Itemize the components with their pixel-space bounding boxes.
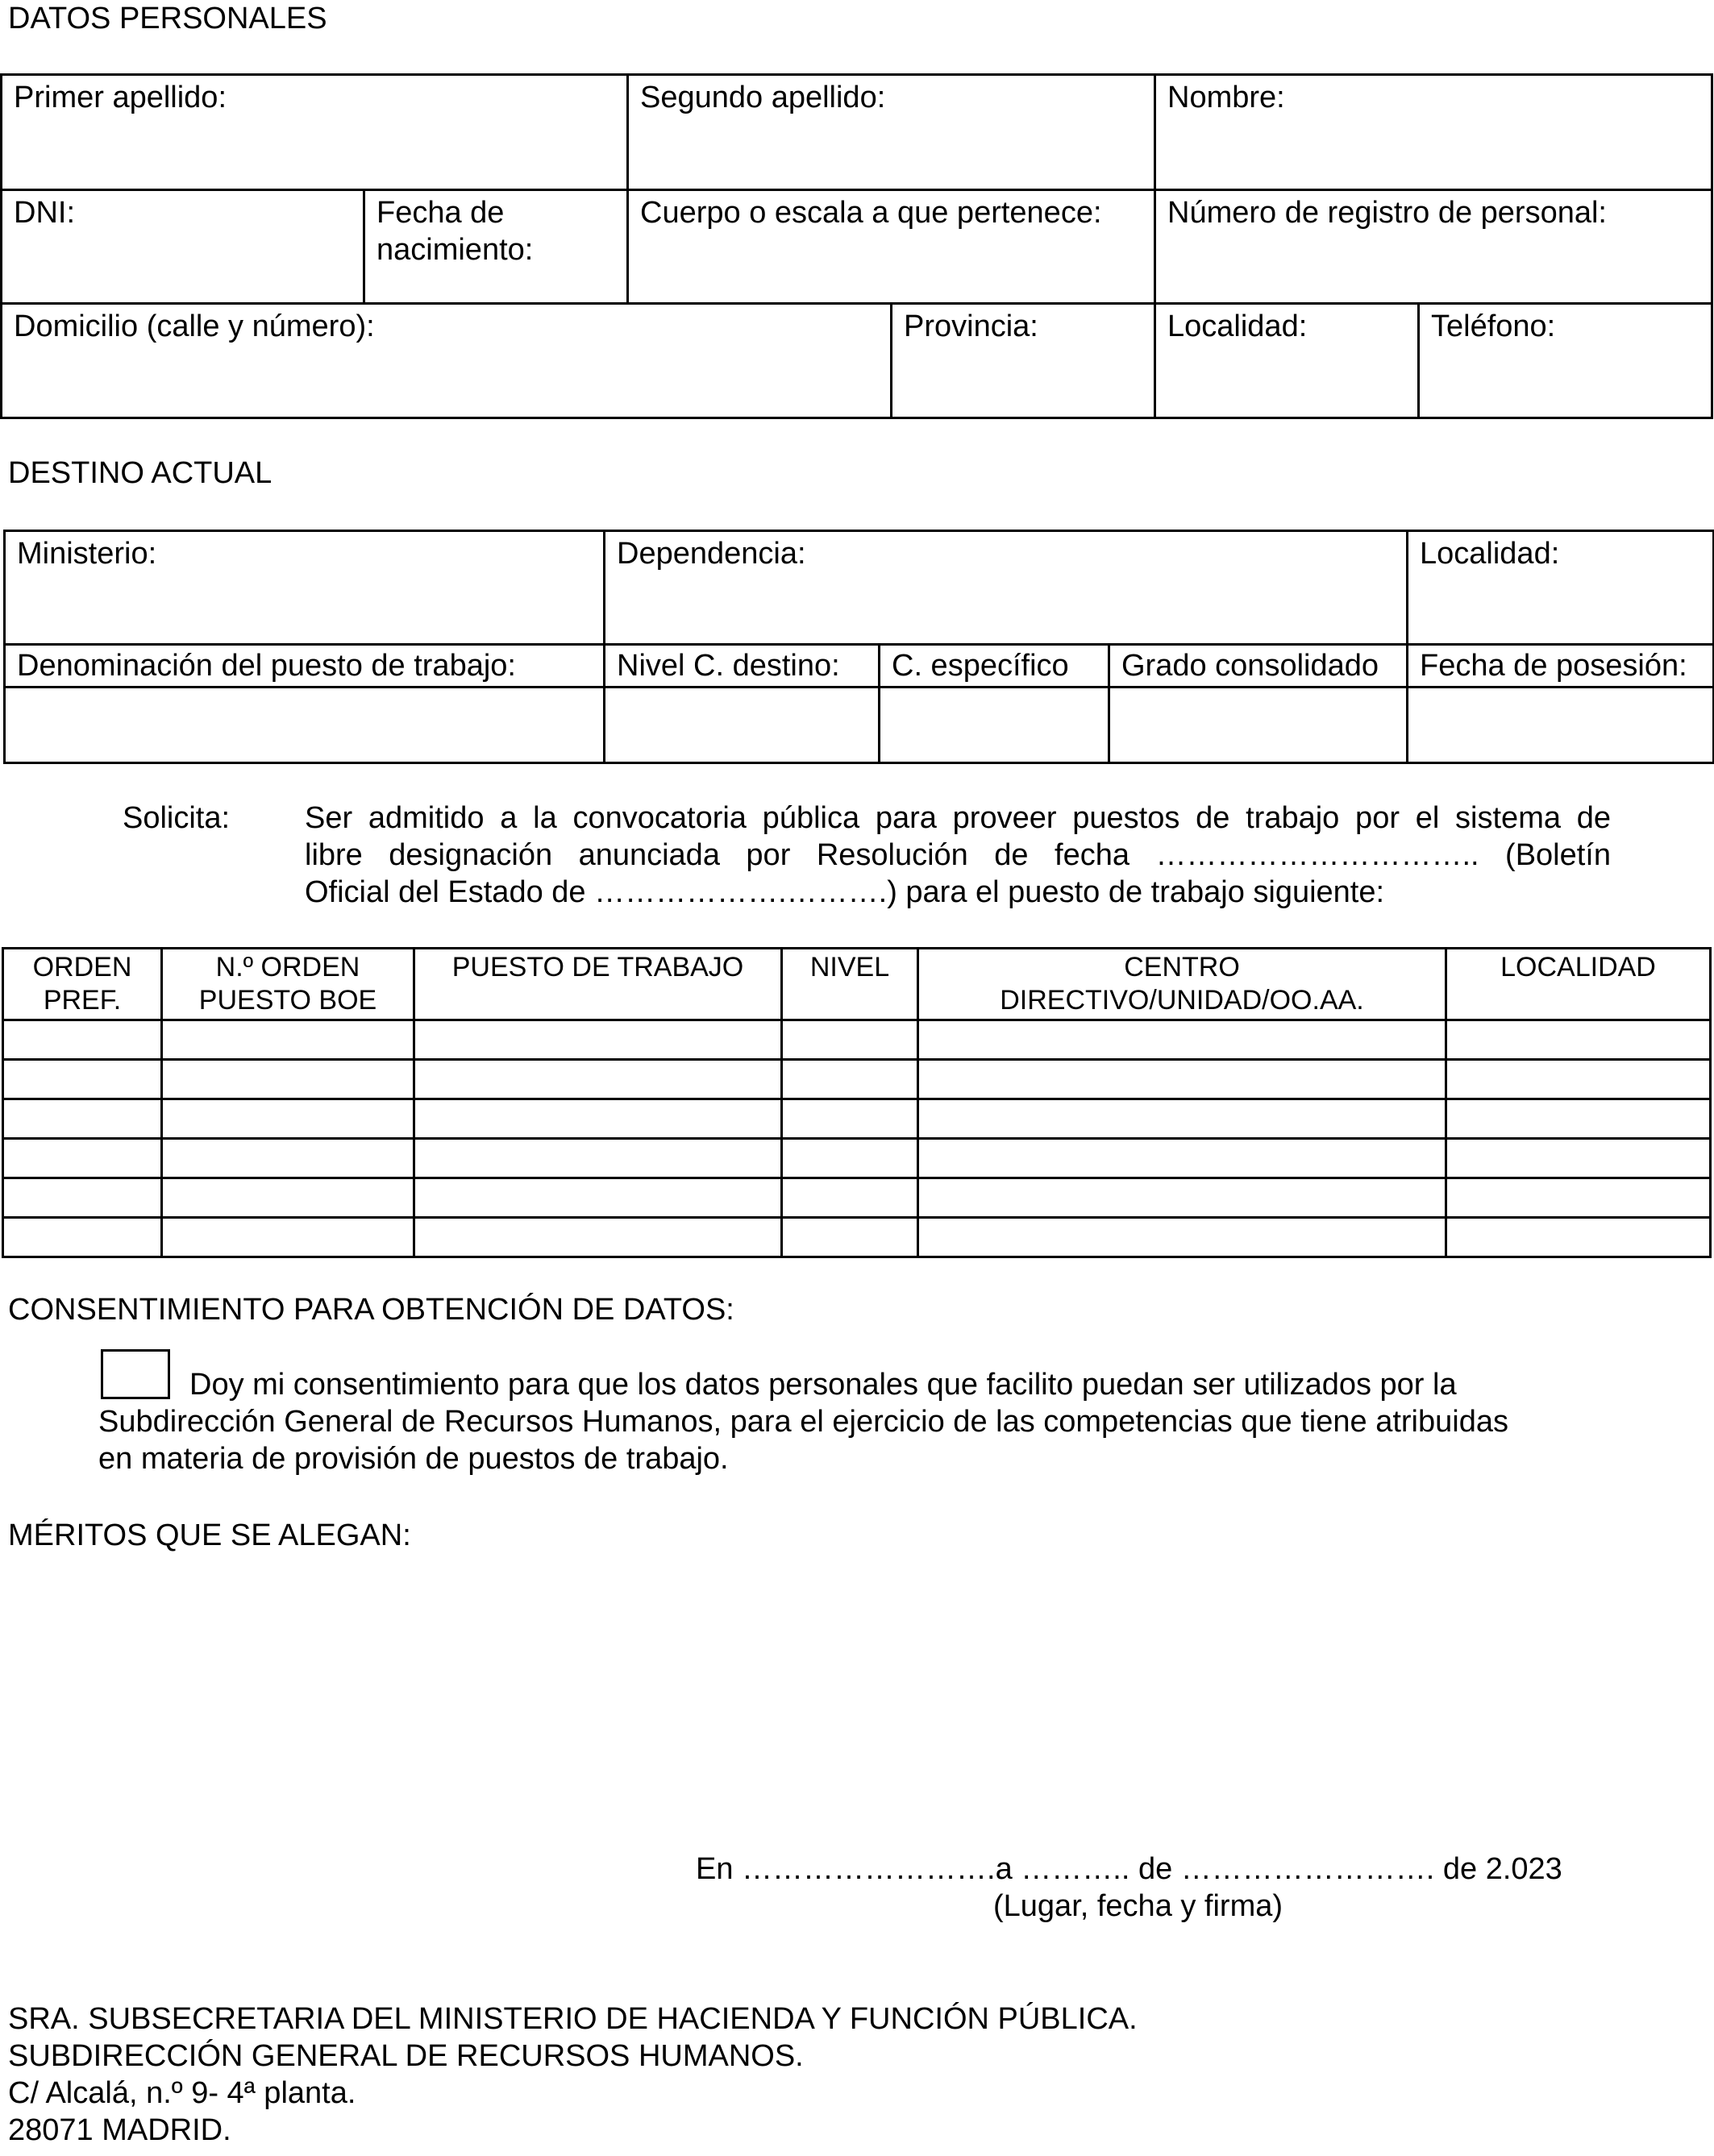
header-n-orden [162, 949, 414, 1020]
provincia-field[interactable] [892, 304, 1155, 418]
table-cell[interactable] [782, 1060, 918, 1099]
table-row [3, 1139, 1711, 1178]
destinatario-block [8, 2000, 1138, 2149]
table-cell[interactable] [918, 1178, 1446, 1218]
telefono-field[interactable] [1419, 304, 1712, 418]
table-cell[interactable] [918, 1139, 1446, 1178]
nombre-field[interactable] [1155, 75, 1712, 190]
fecha-posesion-input[interactable] [1408, 688, 1714, 763]
table-cell[interactable] [3, 1139, 162, 1178]
ministerio-label: Ministerio: [17, 537, 157, 571]
table-cell[interactable] [162, 1178, 414, 1218]
dni-field[interactable] [2, 190, 364, 304]
denominacion-header [5, 645, 605, 688]
denominacion-input[interactable] [5, 688, 605, 763]
nombre-label: Nombre: [1167, 81, 1285, 114]
puestos-header-row [3, 949, 1711, 1020]
table-row [3, 1218, 1711, 1257]
destinatario-line-1: SRA. SUBSECRETARIA DEL MINISTERIO DE HACIENDA Y FUNCIÓN PÚBLICA. [8, 2002, 1138, 2036]
section-heading-consentimiento: CONSENTIMIENTO PARA OBTENCIÓN DE DATOS: [8, 1293, 734, 1327]
meritos-area[interactable] [8, 1564, 1701, 1830]
table-cell[interactable] [162, 1099, 414, 1139]
destino-actual-table [3, 530, 1714, 764]
destinatario-line-2: SUBDIRECCIÓN GENERAL DE RECURSOS HUMANOS. [8, 2039, 804, 2073]
cuerpo-escala-field[interactable] [628, 190, 1155, 304]
solicita-line-2: libre designación anunciada por Resolución de fecha ………………………….. (Boletín [305, 838, 1611, 872]
segundo-apellido-field[interactable] [628, 75, 1155, 190]
header-localidad [1446, 949, 1711, 1020]
dni-label: DNI: [14, 196, 75, 230]
localidad-label: Localidad: [1167, 309, 1308, 343]
table-cell[interactable] [162, 1218, 414, 1257]
telefono-label: Teléfono: [1431, 309, 1556, 343]
dependencia-field[interactable] [605, 531, 1408, 645]
table-cell[interactable] [162, 1020, 414, 1060]
header-localidad-label: LOCALIDAD [1500, 952, 1656, 982]
fecha-posesion-label: Fecha de posesión: [1420, 649, 1687, 683]
fecha-nacimiento-label-2: nacimiento: [376, 233, 534, 267]
header-puesto-trabajo [414, 949, 782, 1020]
table-cell[interactable] [782, 1139, 918, 1178]
localidad-field[interactable] [1155, 304, 1419, 418]
table-cell[interactable] [1446, 1020, 1711, 1060]
header-nivel-label: NIVEL [809, 952, 890, 982]
table-cell[interactable] [782, 1178, 918, 1218]
puestos-table [2, 947, 1712, 1258]
table-cell[interactable] [918, 1099, 1446, 1139]
table-cell[interactable] [414, 1099, 782, 1139]
domicilio-field[interactable] [2, 304, 892, 418]
domicilio-label: Domicilio (calle y número): [14, 309, 375, 343]
nivel-header [605, 645, 880, 688]
numero-registro-field[interactable] [1155, 190, 1712, 304]
table-cell[interactable] [782, 1099, 918, 1139]
cuerpo-escala-label: Cuerpo o escala a que pertenece: [640, 196, 1102, 230]
table-cell[interactable] [918, 1218, 1446, 1257]
table-cell[interactable] [782, 1020, 918, 1060]
header-orden-pref-1: ORDEN [32, 952, 132, 982]
destinatario-line-3: C/ Alcalá, n.º 9- 4ª planta. [8, 2076, 356, 2110]
table-cell[interactable] [162, 1139, 414, 1178]
dependencia-label: Dependencia: [617, 537, 806, 571]
header-orden-pref [3, 949, 162, 1020]
header-centro-2: DIRECTIVO/UNIDAD/OO.AA. [1000, 985, 1364, 1016]
fecha-posesion-header [1408, 645, 1714, 688]
table-cell[interactable] [3, 1218, 162, 1257]
section-heading-datos-personales: DATOS PERSONALES [8, 2, 327, 35]
table-row [3, 1020, 1711, 1060]
table-cell[interactable] [414, 1139, 782, 1178]
table-cell[interactable] [918, 1020, 1446, 1060]
table-row [3, 1178, 1711, 1218]
especifico-header [880, 645, 1109, 688]
solicita-label: Solicita: [123, 801, 231, 835]
primer-apellido-field[interactable] [2, 75, 628, 190]
table-cell[interactable] [3, 1178, 162, 1218]
fecha-nacimiento-field[interactable] [364, 190, 628, 304]
table-cell[interactable] [918, 1060, 1446, 1099]
table-row [3, 1060, 1711, 1099]
nivel-input[interactable] [605, 688, 880, 763]
grado-input[interactable] [1109, 688, 1408, 763]
provincia-label: Provincia: [904, 309, 1038, 343]
section-heading-meritos: MÉRITOS QUE SE ALEGAN: [8, 1518, 411, 1552]
header-n-orden-1: N.º ORDEN [215, 952, 360, 982]
solicita-line-1: Ser admitido a la convocatoria pública para proveer puestos de trabajo por el sistema de [305, 801, 1611, 835]
header-orden-pref-2: PREF. [43, 985, 122, 1016]
header-centro-1: CENTRO [1124, 952, 1240, 982]
header-nivel [782, 949, 918, 1020]
table-cell[interactable] [782, 1218, 918, 1257]
destinatario-line-4: 28071 MADRID. [8, 2113, 231, 2147]
firma-lugar-fecha: En …………………….a ……….. de ……………………. de 2.023 [696, 1852, 1562, 1886]
header-centro [918, 949, 1446, 1020]
table-cell[interactable] [3, 1060, 162, 1099]
table-cell[interactable] [414, 1060, 782, 1099]
header-n-orden-2: PUESTO BOE [198, 985, 377, 1016]
especifico-input[interactable] [880, 688, 1109, 763]
solicita-text [305, 800, 1611, 911]
table-cell[interactable] [1446, 1099, 1711, 1139]
consent-line-3: en materia de provisión de puestos de trabajo. [98, 1442, 729, 1476]
solicita-line-3: Oficial del Estado de ……………….……….) para el puesto de trabajo siguiente: [305, 875, 1385, 909]
section-heading-destino-actual: DESTINO ACTUAL [8, 456, 272, 490]
firma-caption: (Lugar, fecha y firma) [993, 1889, 1283, 1923]
grado-header [1109, 645, 1408, 688]
table-row [3, 1099, 1711, 1139]
numero-registro-label: Número de registro de personal: [1167, 196, 1607, 230]
destino-localidad-label: Localidad: [1420, 537, 1560, 571]
consent-line-2: Subdirección General de Recursos Humanos, para el ejercicio de las competencias que tiene atribuidas [98, 1405, 1508, 1439]
table-cell[interactable] [3, 1099, 162, 1139]
table-cell[interactable] [162, 1060, 414, 1099]
table-cell[interactable] [414, 1020, 782, 1060]
table-cell[interactable] [1446, 1218, 1711, 1257]
denominacion-label: Denominación del puesto de trabajo: [17, 649, 516, 683]
consent-line-1: Doy mi consentimiento para que los datos personales que facilito puedan ser utilizados por la [189, 1368, 1457, 1402]
header-puesto-trabajo-label: PUESTO DE TRABAJO [451, 952, 744, 982]
table-cell[interactable] [1446, 1178, 1711, 1218]
primer-apellido-label: Primer apellido: [14, 81, 227, 114]
table-cell[interactable] [3, 1020, 162, 1060]
segundo-apellido-label: Segundo apellido: [640, 81, 886, 114]
datos-personales-table [0, 73, 1713, 419]
consent-checkbox[interactable] [101, 1349, 170, 1399]
especifico-label: C. específico [892, 649, 1069, 683]
table-cell[interactable] [414, 1218, 782, 1257]
fecha-nacimiento-label-1: Fecha de [376, 196, 505, 230]
table-cell[interactable] [1446, 1139, 1711, 1178]
grado-label: Grado consolidado [1121, 649, 1379, 683]
ministerio-field[interactable] [5, 531, 605, 645]
table-cell[interactable] [414, 1178, 782, 1218]
nivel-label: Nivel C. destino: [617, 649, 840, 683]
table-cell[interactable] [1446, 1060, 1711, 1099]
destino-localidad-field[interactable] [1408, 531, 1714, 645]
